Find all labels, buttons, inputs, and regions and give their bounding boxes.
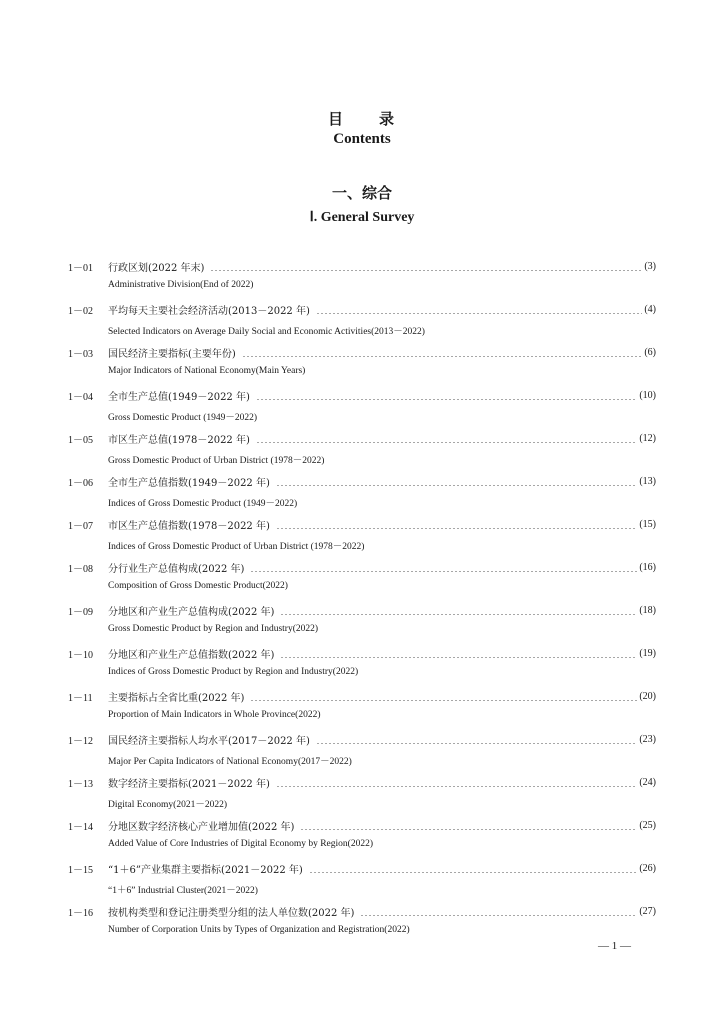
- table-title-en: “1＋6” Industrial Cluster(2021－2022): [108, 886, 258, 896]
- table-number: 1－05: [68, 434, 93, 446]
- toc-list: [68, 258, 656, 946]
- toc-entry[interactable]: [68, 344, 656, 387]
- table-number: 1－13: [68, 778, 93, 790]
- toc-entry[interactable]: [68, 645, 656, 688]
- page-reference: (15): [639, 518, 656, 530]
- toc-entry[interactable]: [68, 387, 656, 430]
- table-title-en: Indices of Gross Domestic Product (1949－2022): [108, 499, 298, 509]
- dot-leader: [242, 347, 643, 357]
- table-title-cn: 分地区和产业生产总值指数(2022 年): [108, 649, 275, 661]
- table-title-en: Major Indicators of National Economy(Main Years): [108, 366, 306, 376]
- table-title-cn: 分地区和产业生产总值构成(2022 年): [108, 606, 275, 618]
- table-title-en: Indices of Gross Domestic Product by Region and Industry(2022): [108, 667, 359, 677]
- table-title-en: Added Value of Core Industries of Digital Economy by Region(2022): [108, 839, 373, 849]
- page-reference: (18): [639, 604, 656, 616]
- table-title-en: Selected Indicators on Average Daily Social and Economic Activities(2013－2022): [108, 327, 425, 337]
- table-title-en: Digital Economy(2021－2022): [108, 800, 227, 810]
- dot-leader: [250, 562, 637, 572]
- table-number: 1－14: [68, 821, 93, 833]
- table-title-en: Major Per Capita Indicators of National Economy(2017－2022): [108, 757, 352, 767]
- table-title-en: Number of Corporation Units by Types of Organization and Registration(2022): [108, 925, 410, 935]
- table-number: 1－02: [68, 305, 93, 317]
- table-title-en: Gross Domestic Product of Urban District (1978－2022): [108, 456, 325, 466]
- toc-entry-line: [68, 731, 656, 747]
- dot-leader: [256, 390, 637, 400]
- section-title-cn: 一、综合: [331, 184, 392, 202]
- toc-entry[interactable]: [68, 860, 656, 903]
- table-number: 1－16: [68, 907, 93, 919]
- toc-entry[interactable]: [68, 817, 656, 860]
- table-number: 1－08: [68, 563, 93, 575]
- page-reference: (6): [644, 346, 656, 358]
- table-title-cn: 按机构类型和登记注册类型分组的法人单位数(2022 年): [108, 907, 355, 919]
- toc-entry[interactable]: [68, 473, 656, 516]
- dot-leader: [276, 476, 637, 486]
- contents-title-cn: 目 录: [327, 110, 396, 128]
- toc-entry[interactable]: [68, 731, 656, 774]
- table-number: 1－07: [68, 520, 93, 532]
- table-number: 1－09: [68, 606, 93, 618]
- table-title-cn: 国民经济主要指标人均水平(2017－2022 年): [108, 735, 310, 747]
- dot-leader: [360, 906, 637, 916]
- toc-entry-line: [68, 258, 656, 274]
- table-number: 1－03: [68, 348, 93, 360]
- toc-entry[interactable]: [68, 430, 656, 473]
- page-reference: (25): [639, 819, 656, 831]
- dot-leader: [300, 820, 637, 830]
- page-reference: (3): [644, 260, 656, 272]
- page-reference: (26): [639, 862, 656, 874]
- page-reference: (10): [639, 389, 656, 401]
- dot-leader: [309, 863, 637, 873]
- toc-entry-line: [68, 602, 656, 618]
- table-title-cn: “1＋6”产业集群主要指标(2021－2022 年): [108, 864, 303, 876]
- toc-entry[interactable]: [68, 301, 656, 344]
- table-title-cn: 全市生产总值指数(1949－2022 年): [108, 477, 270, 489]
- table-title-cn: 分行业生产总值构成(2022 年): [108, 563, 245, 575]
- toc-entry-line: [68, 559, 656, 575]
- toc-entry-line: [68, 387, 656, 403]
- dot-leader: [250, 691, 637, 701]
- page-reference: (27): [639, 905, 656, 917]
- page-reference: (19): [639, 647, 656, 659]
- contents-title-en: Contents: [333, 131, 391, 147]
- toc-entry-line: [68, 473, 656, 489]
- toc-entry[interactable]: [68, 258, 656, 301]
- page-reference: (16): [639, 561, 656, 573]
- dot-leader: [280, 605, 637, 615]
- dot-leader: [276, 777, 637, 787]
- toc-entry-line: [68, 430, 656, 446]
- page-reference: (4): [644, 303, 656, 315]
- page-reference: (12): [639, 432, 656, 444]
- table-title-cn: 全市生产总值(1949－2022 年): [108, 391, 250, 403]
- toc-entry-line: [68, 903, 656, 919]
- table-title-en: Administrative Division(End of 2022): [108, 280, 254, 290]
- toc-entry[interactable]: [68, 688, 656, 731]
- toc-entry-line: [68, 860, 656, 876]
- table-title-en: Gross Domestic Product by Region and Industry(2022): [108, 624, 319, 634]
- dot-leader: [316, 734, 637, 744]
- table-title-en: Gross Domestic Product (1949－2022): [108, 413, 258, 423]
- toc-entry-line: [68, 344, 656, 360]
- toc-entry[interactable]: [68, 516, 656, 559]
- table-number: 1－12: [68, 735, 93, 747]
- toc-entry-line: [68, 688, 656, 704]
- toc-entry-line: [68, 817, 656, 833]
- toc-entry-line: [68, 301, 656, 317]
- dot-leader: [256, 433, 637, 443]
- dot-leader: [280, 648, 637, 658]
- dot-leader: [316, 304, 642, 314]
- toc-entry[interactable]: [68, 903, 656, 946]
- table-number: 1－11: [68, 692, 93, 704]
- table-title-cn: 市区生产总值指数(1978－2022 年): [108, 520, 270, 532]
- toc-entry-line: [68, 516, 656, 532]
- toc-entry-line: [68, 774, 656, 790]
- section-title-en: Ⅰ. General Survey: [309, 210, 415, 225]
- table-number: 1－10: [68, 649, 93, 661]
- page-reference: (24): [639, 776, 656, 788]
- table-number: 1－04: [68, 391, 93, 403]
- table-title-cn: 分地区数字经济核心产业增加值(2022 年): [108, 821, 295, 833]
- dot-leader: [276, 519, 637, 529]
- table-title-cn: 主要指标占全省比重(2022 年): [108, 692, 245, 704]
- toc-entry-line: [68, 645, 656, 661]
- page-reference: (13): [639, 475, 656, 487]
- toc-entry[interactable]: [68, 774, 656, 817]
- table-title-cn: 国民经济主要指标(主要年份): [108, 348, 236, 360]
- dot-leader: [210, 261, 642, 271]
- page-reference: (20): [639, 690, 656, 702]
- table-title-en: Indices of Gross Domestic Product of Urban District (1978－2022): [108, 542, 365, 552]
- table-title-cn: 数字经济主要指标(2021－2022 年): [108, 778, 270, 790]
- table-number: 1－15: [68, 864, 93, 876]
- table-title-cn: 平均每天主要社会经济活动(2013－2022 年): [108, 305, 310, 317]
- table-title-cn: 市区生产总值(1978－2022 年): [108, 434, 250, 446]
- table-number: 1－01: [68, 262, 93, 274]
- table-title-en: Composition of Gross Domestic Product(2022): [108, 581, 288, 591]
- toc-entry[interactable]: [68, 559, 656, 602]
- table-title-en: Proportion of Main Indicators in Whole Province(2022): [108, 710, 321, 720]
- toc-entry[interactable]: [68, 602, 656, 645]
- table-number: 1－06: [68, 477, 93, 489]
- page-number: — 1 —: [598, 940, 631, 952]
- table-title-cn: 行政区划(2022 年末): [108, 262, 205, 274]
- page-reference: (23): [639, 733, 656, 745]
